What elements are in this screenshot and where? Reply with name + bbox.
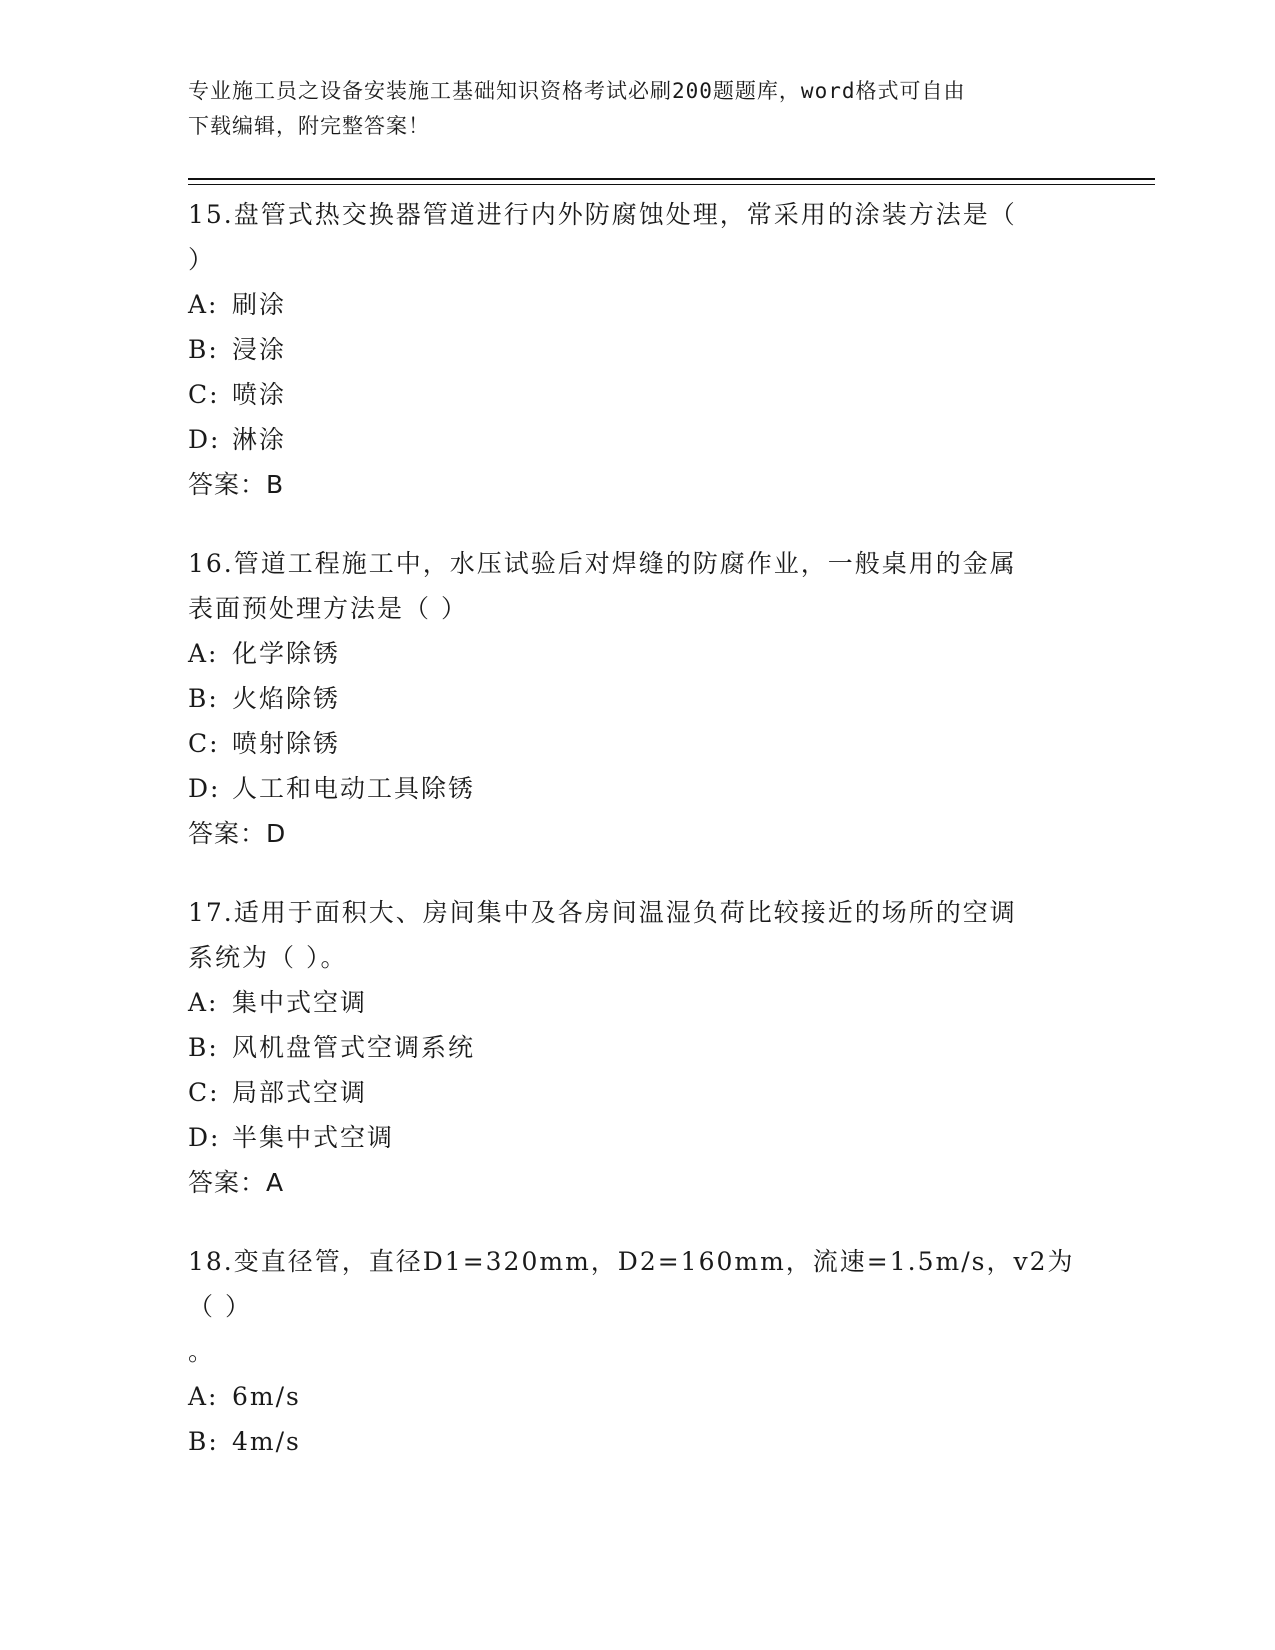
answer-label: 答案：A xyxy=(188,1168,285,1197)
header-divider-thin xyxy=(188,184,1155,185)
option-d xyxy=(188,766,1088,811)
option-text: 刷涂 xyxy=(232,290,287,319)
option-letter: D: xyxy=(188,1123,221,1152)
option-a xyxy=(188,282,1088,327)
question-17 xyxy=(188,890,1088,1205)
question-15 xyxy=(188,192,1088,507)
option-a xyxy=(188,631,1088,676)
option-text: 淋涂 xyxy=(232,425,287,454)
option-letter: C: xyxy=(188,1078,220,1107)
option-c xyxy=(188,1070,1088,1115)
option-text: 6m/s xyxy=(232,1382,301,1411)
option-a xyxy=(188,980,1088,1025)
option-letter: B: xyxy=(188,1427,219,1456)
option-letter: A: xyxy=(188,639,219,668)
option-letter: A: xyxy=(188,1382,219,1411)
option-b xyxy=(188,1025,1088,1070)
question-stem: 17.适用于面积大、房间集中及各房间温湿负荷比较接近的场所的空调 系统为（ ）。 xyxy=(188,898,1017,972)
document-header xyxy=(188,74,1068,144)
option-text: 喷涂 xyxy=(232,380,287,409)
question-stem: 15.盘管式热交换器管道进行内外防腐蚀处理，常采用的涂装方法是（ ） xyxy=(188,200,1017,274)
option-text: 火焰除锈 xyxy=(232,684,341,713)
option-letter: D: xyxy=(188,425,221,454)
question-stem: 18.变直径管，直径D1=320mm，D2=160mm，流速=1.5m/s，v2为（ ） 。 xyxy=(188,1247,1075,1366)
header-divider-thick xyxy=(188,178,1155,180)
question-16 xyxy=(188,541,1088,856)
option-text: 喷射除锈 xyxy=(232,729,341,758)
option-text: 局部式空调 xyxy=(232,1078,368,1107)
option-text: 4m/s xyxy=(232,1427,301,1456)
answer-label: 答案：B xyxy=(188,470,285,499)
option-b xyxy=(188,676,1088,721)
option-text: 风机盘管式空调系统 xyxy=(232,1033,476,1062)
option-b xyxy=(188,1419,1088,1464)
option-letter: A: xyxy=(188,290,219,319)
option-letter: C: xyxy=(188,729,220,758)
option-text: 浸涂 xyxy=(232,335,287,364)
option-b xyxy=(188,327,1088,372)
question-18 xyxy=(188,1239,1088,1464)
header-line-1: 专业施工员之设备安装施工基础知识资格考试必刷200题题库，word格式可自由 xyxy=(188,79,966,103)
option-letter: B: xyxy=(188,684,219,713)
option-d xyxy=(188,417,1088,462)
option-letter: C: xyxy=(188,380,220,409)
option-text: 半集中式空调 xyxy=(232,1123,395,1152)
option-letter: A: xyxy=(188,988,219,1017)
option-c xyxy=(188,372,1088,417)
question-stem: 16.管道工程施工中，水压试验后对焊缝的防腐作业，一般桌用的金属 表面预处理方法是（ ） xyxy=(188,549,1017,623)
option-c xyxy=(188,721,1088,766)
option-d xyxy=(188,1115,1088,1160)
option-text: 集中式空调 xyxy=(232,988,368,1017)
option-a xyxy=(188,1374,1088,1419)
option-letter: D: xyxy=(188,774,221,803)
option-text: 人工和电动工具除锈 xyxy=(232,774,476,803)
option-letter: B: xyxy=(188,1033,219,1062)
option-letter: B: xyxy=(188,335,219,364)
answer-label: 答案：D xyxy=(188,819,287,848)
option-text: 化学除锈 xyxy=(232,639,341,668)
header-line-2: 下载编辑，附完整答案！ xyxy=(188,114,430,138)
